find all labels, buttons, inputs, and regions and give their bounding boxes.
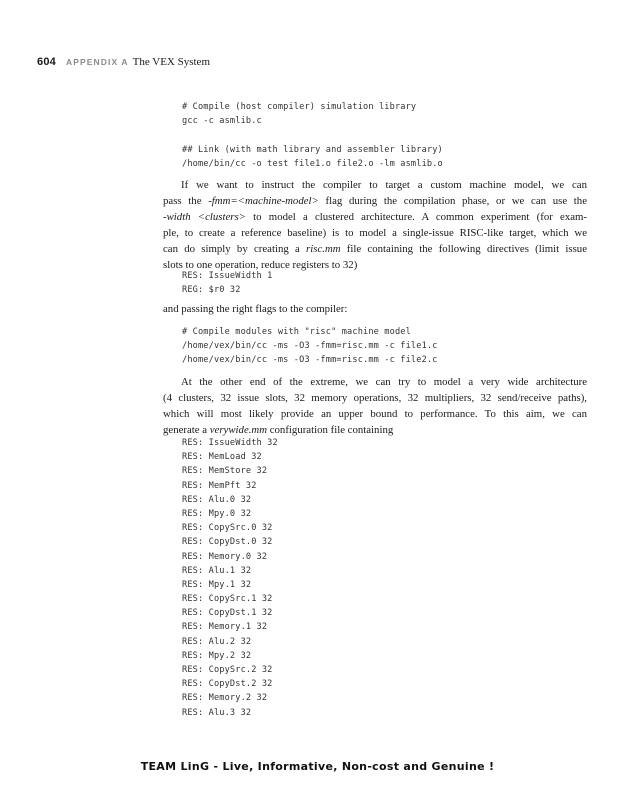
appendix-label: APPENDIX A bbox=[65, 57, 129, 67]
paragraph-line: pass the -fmm=<machine-model> flag during the compilation phase, or we can use the bbox=[163, 195, 588, 208]
code-line: ## Link (with math library and assembler library) bbox=[182, 144, 443, 155]
code-block-risc-compile bbox=[182, 325, 438, 368]
chapter-title: The VEX System bbox=[132, 56, 210, 68]
code-line: /home/bin/cc -o test file1.o file2.o -lm asmlib.o bbox=[182, 158, 443, 169]
code-line: gcc -c asmlib.c bbox=[182, 116, 262, 127]
paragraph-line: can do simply by creating a risc.mm file containing the following directives (limit issue bbox=[163, 243, 587, 256]
code-line: RES: CopySrc.2 32 bbox=[182, 665, 273, 675]
code-line: RES: Memory.1 32 bbox=[182, 622, 268, 633]
paragraph-very-wide-architecture bbox=[163, 374, 587, 438]
code-line: RES: CopyDst.2 32 bbox=[182, 679, 273, 690]
paragraph-line: ple, to create a reference baseline) is to model a single-issue RISC-like target, which we bbox=[163, 227, 587, 240]
paragraph-line: (4 clusters, 32 issue slots, 32 memory operations, 32 multipliers, 32 send/receive paths), bbox=[163, 392, 587, 405]
paragraph-line: slots to one operation, reduce registers to 32) bbox=[163, 259, 358, 272]
code-line: RES: IssueWidth 32 bbox=[182, 438, 278, 448]
code-line: /home/vex/bin/cc -ms -O3 -fmm=risc.mm -c file2.c bbox=[182, 355, 438, 366]
paragraph-custom-machine-model bbox=[163, 177, 587, 274]
code-line: RES: MemLoad 32 bbox=[182, 452, 262, 463]
code-line: RES: Mpy.1 32 bbox=[182, 579, 252, 590]
code-line: REG: $r0 32 bbox=[182, 285, 241, 296]
code-line: RES: CopyDst.0 32 bbox=[182, 537, 273, 548]
code-line: RES: IssueWidth 1 bbox=[182, 271, 273, 281]
code-block-risc-mm bbox=[182, 269, 273, 297]
code-line: RES: Alu.3 32 bbox=[182, 707, 252, 718]
code-line: RES: Alu.1 32 bbox=[182, 565, 252, 576]
code-line: RES: Alu.2 32 bbox=[182, 636, 252, 647]
paragraph-line: At the other end of the extreme, we can try to model a very wide architecture bbox=[181, 376, 587, 388]
code-line: # Compile modules with "risc" machine model bbox=[182, 327, 411, 337]
code-line: RES: Alu.0 32 bbox=[182, 494, 252, 505]
paragraph-line: which will most likely provide an upper bound to performance. To this aim, we can bbox=[163, 408, 587, 421]
paragraph-passing-flags bbox=[163, 301, 587, 317]
paragraph-line: If we want to instruct the compiler to target a custom machine model, we can bbox=[181, 179, 587, 191]
code-line: /home/vex/bin/cc -ms -O3 -fmm=risc.mm -c file1.c bbox=[182, 341, 438, 352]
code-line: RES: CopyDst.1 32 bbox=[182, 608, 273, 619]
code-block-verywide-mm bbox=[182, 436, 278, 720]
code-line: RES: Mpy.2 32 bbox=[182, 650, 252, 661]
code-line: RES: CopySrc.0 32 bbox=[182, 523, 273, 534]
code-line: RES: Memory.0 32 bbox=[182, 551, 268, 562]
code-line: RES: MemStore 32 bbox=[182, 466, 268, 477]
code-line: RES: CopySrc.1 32 bbox=[182, 594, 273, 605]
code-block-compile-link bbox=[182, 100, 443, 171]
code-line: RES: MemPft 32 bbox=[182, 480, 257, 491]
footer-watermark: TEAM LinG - Live, Informative, Non-cost and Genuine ! bbox=[140, 760, 495, 773]
paragraph-line: -width <clusters> to model a clustered architecture. A common experiment (for exam- bbox=[163, 211, 587, 224]
running-header bbox=[37, 52, 210, 70]
paragraph-line: and passing the right flags to the compiler: bbox=[163, 303, 348, 315]
paragraph-line: generate a verywide.mm configuration file containing bbox=[163, 424, 394, 437]
code-line bbox=[182, 128, 443, 142]
code-line: RES: Mpy.0 32 bbox=[182, 508, 252, 519]
code-line: RES: Memory.2 32 bbox=[182, 693, 268, 704]
code-line: # Compile (host compiler) simulation library bbox=[182, 102, 417, 112]
page-number: 604 bbox=[37, 56, 56, 68]
